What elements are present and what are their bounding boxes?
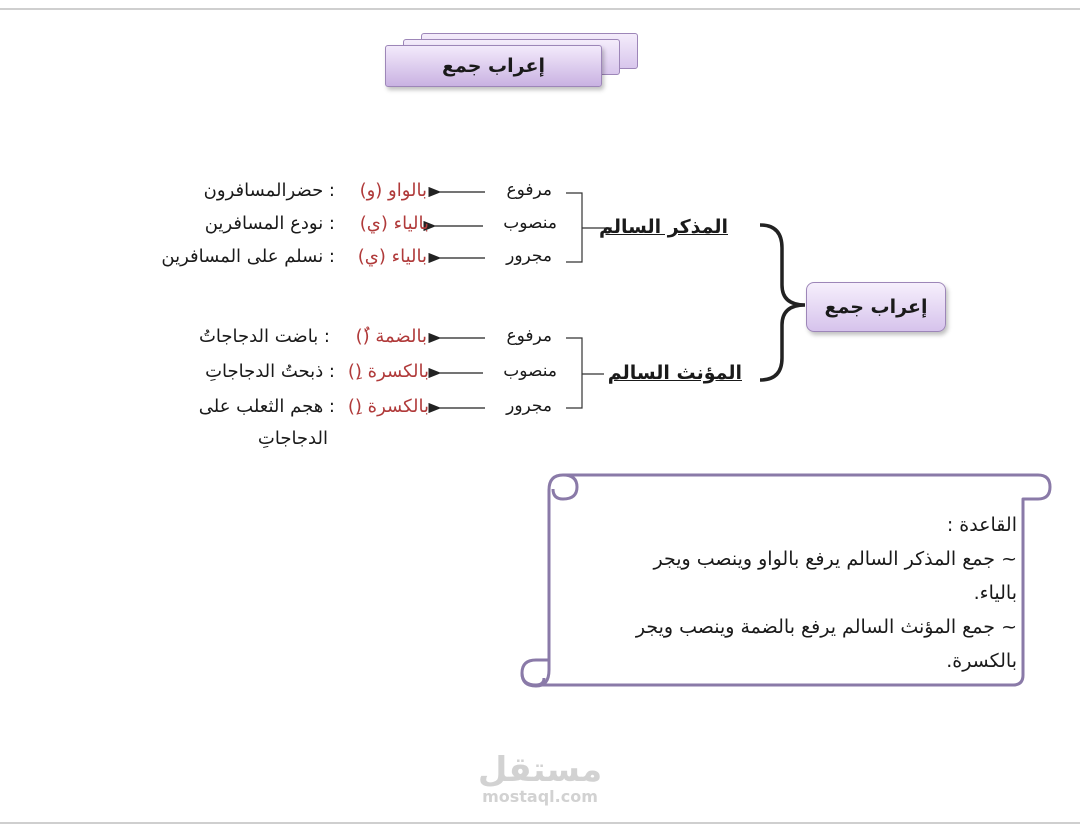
fem-case-1: مرفوع (506, 326, 552, 346)
feminine-bracket (566, 338, 604, 408)
root-node: إعراب جمع (806, 282, 946, 332)
masculine-label: المذكر السالم (599, 216, 728, 238)
rule-line-2: ~ جمع المؤنث السالم يرفع بالضمة وينصب ويجر (635, 616, 1017, 638)
rule-line-2-cont: بالكسرة. (946, 650, 1017, 672)
fem-sign-2: بالكسرة (ِ) (347, 361, 429, 382)
rule-line-1-cont: بالياء. (973, 582, 1017, 604)
watermark-latin: mostaql.com (482, 787, 598, 806)
fem-case-2: منصوب (503, 361, 557, 381)
fem-sign-3: بالكسرة (ِ) (347, 396, 429, 417)
fem-example-2: : ذبحتُ الدجاجاتِ (205, 361, 335, 382)
rule-heading: القاعدة : (946, 514, 1017, 536)
feminine-label: المؤنث السالم (607, 362, 742, 384)
masc-example-1: : حضرالمسافرون (203, 180, 335, 201)
fem-case-3: مجرور (506, 396, 552, 416)
masc-case-3: مجرور (506, 246, 552, 266)
watermark-arabic: مستقل (477, 750, 603, 790)
rule-line-1: ~ جمع المذكر السالم يرفع بالواو وينصب ويجر (653, 548, 1017, 570)
fem-example-3-cont: الدجاجاتِ (257, 428, 328, 449)
masc-case-1: مرفوع (506, 180, 552, 200)
main-brace (760, 225, 805, 380)
fem-example-1: : باضت الدجاجاتُ (198, 326, 330, 347)
masc-example-3: : نسلم على المسافرين (161, 246, 335, 267)
page-title: إعراب جمع (385, 45, 602, 87)
masc-example-2: : نودع المسافرين (204, 213, 335, 234)
masc-sign-3: بالياء (ي) (357, 246, 427, 267)
masc-sign-1: بالواو (و) (359, 180, 427, 201)
fem-sign-1: بالضمة (ُ) (355, 326, 427, 347)
masc-sign-2: بالياء (ي) (359, 213, 429, 234)
watermark (470, 752, 610, 806)
masc-case-2: منصوب (503, 213, 557, 233)
rule-text (585, 508, 1017, 678)
fem-example-3: : هجم الثعلب على (198, 396, 335, 417)
